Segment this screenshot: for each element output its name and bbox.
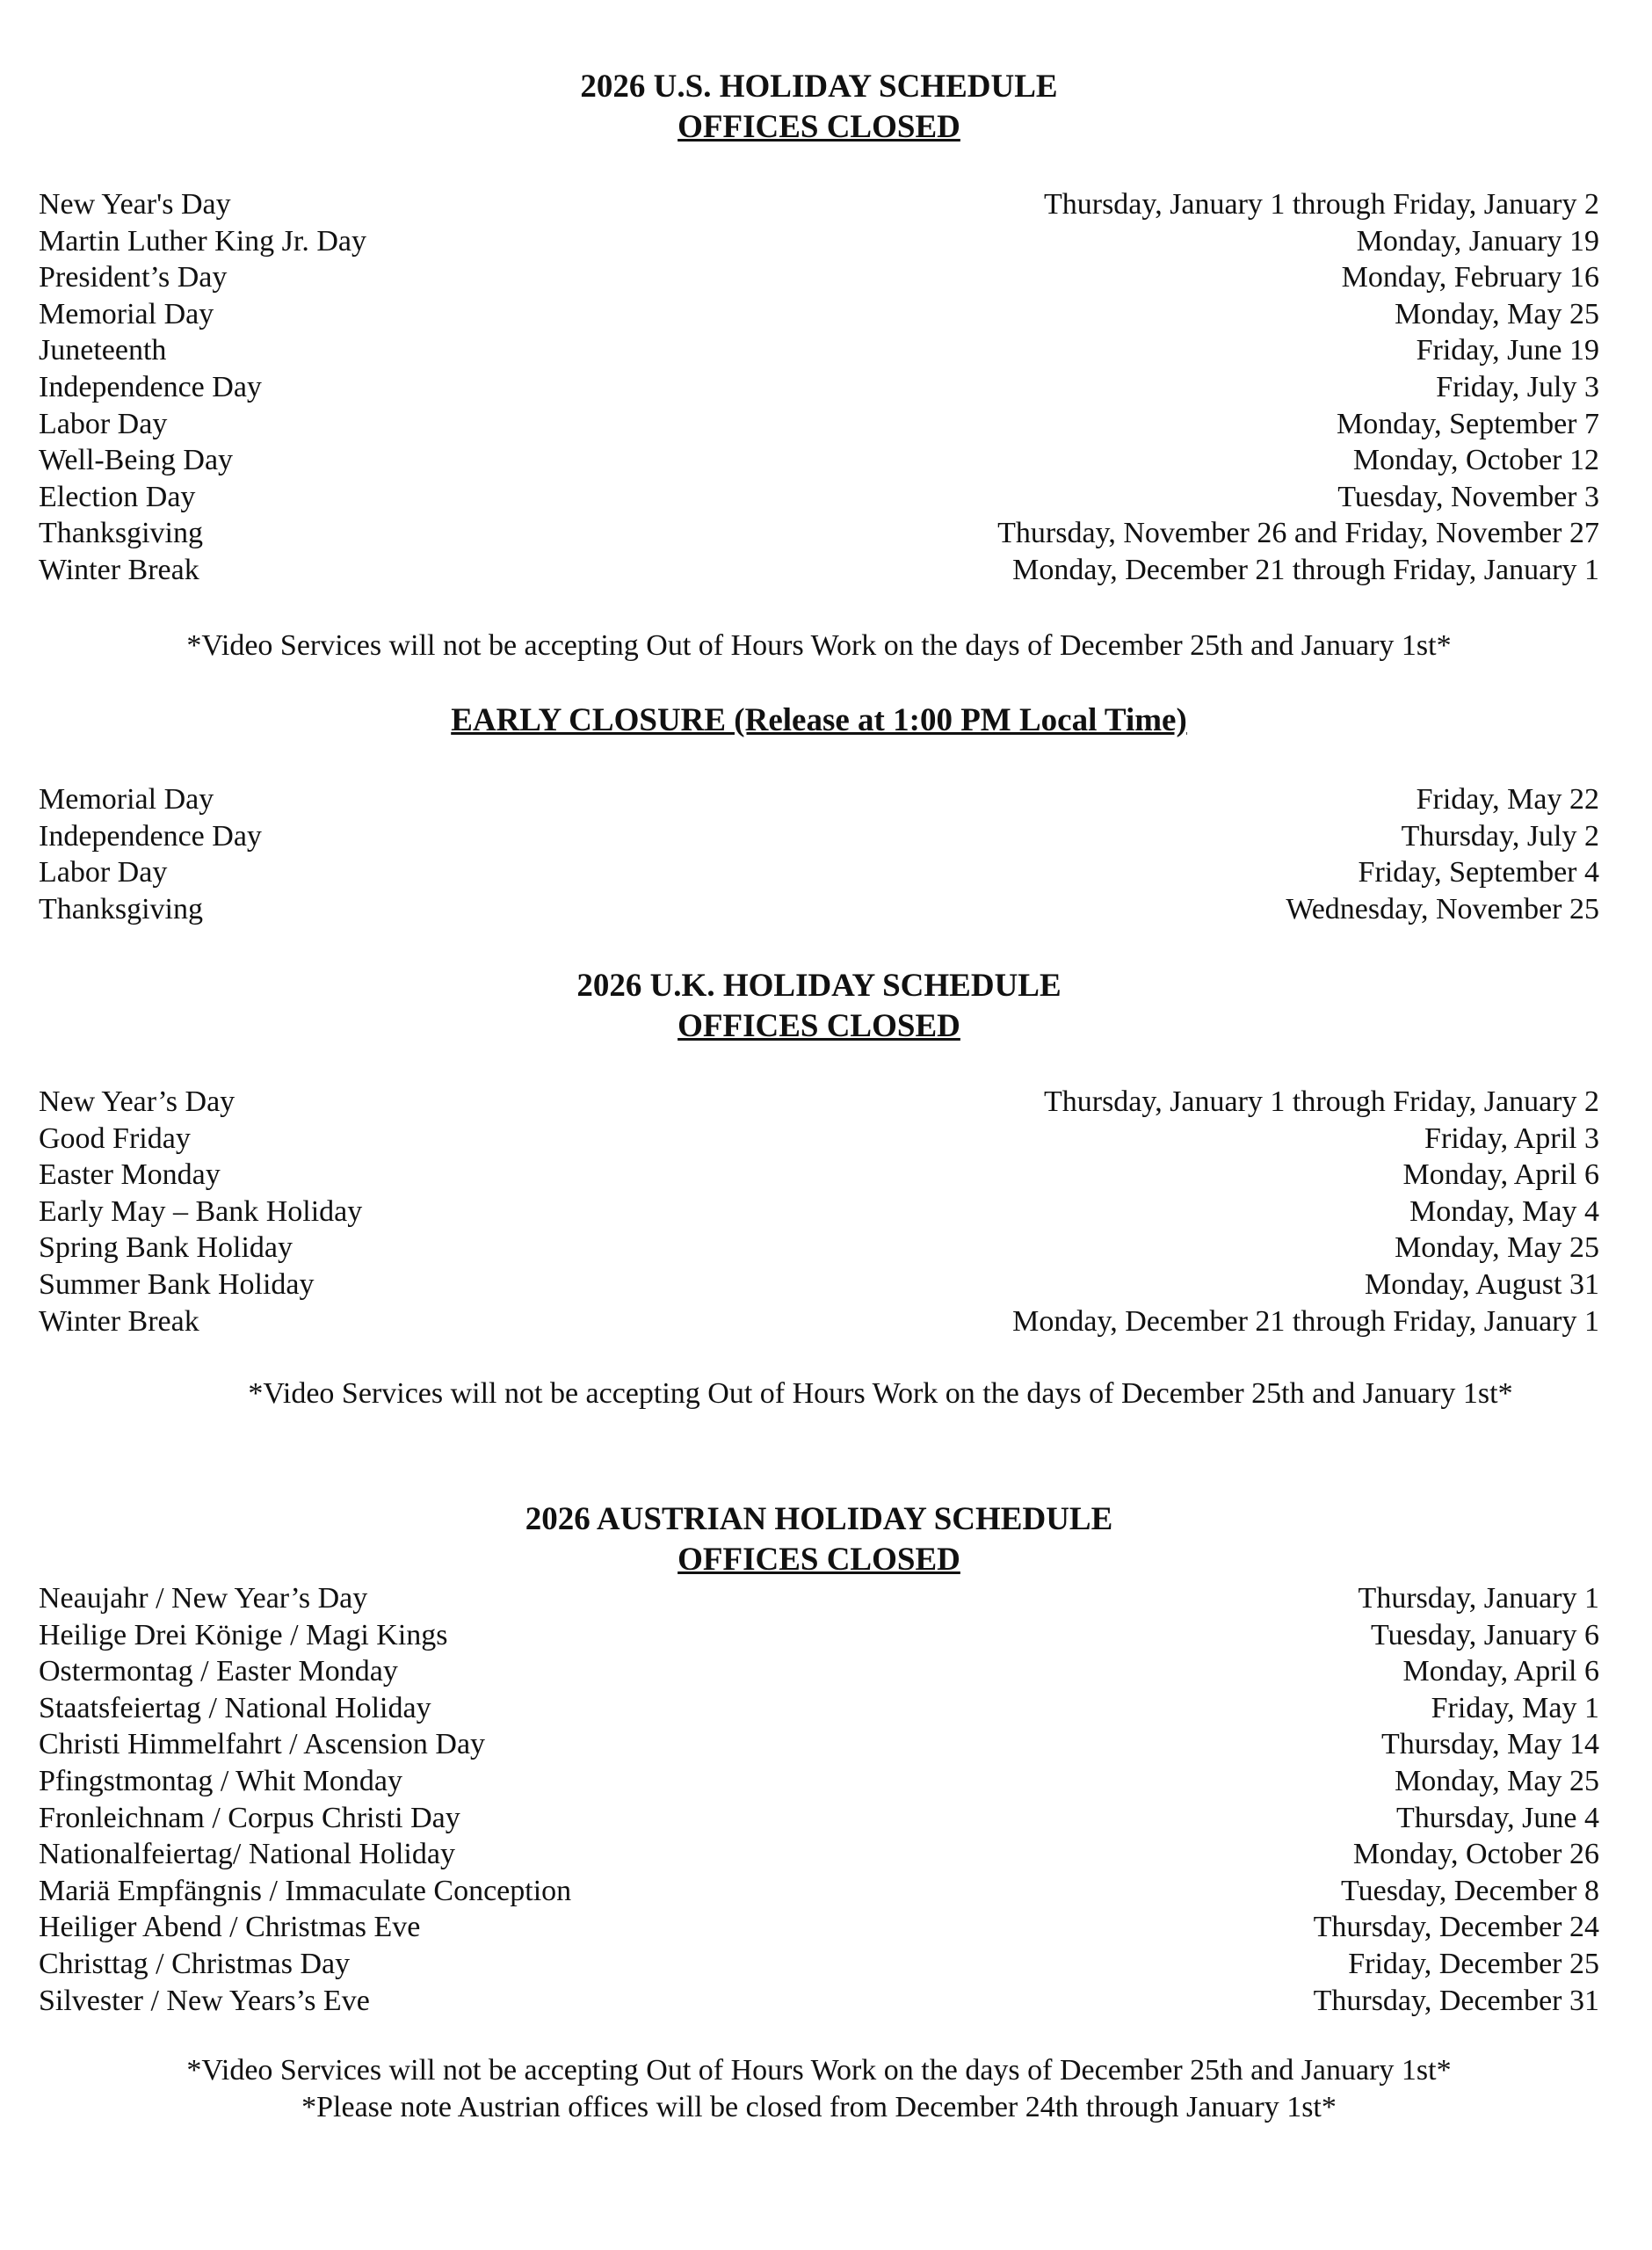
holiday-date: Monday, December 21 through Friday, January 1 (1012, 553, 1599, 586)
uk-schedule-title: 2026 U.K. HOLIDAY SCHEDULE (576, 968, 1061, 1004)
holiday-row (39, 1983, 1599, 2020)
holiday-row (39, 406, 1599, 443)
austria-holiday-list (39, 1580, 1599, 2019)
us-offices-closed-heading: OFFICES CLOSED (677, 109, 960, 145)
holiday-row (39, 1763, 1599, 1800)
holiday-row (39, 515, 1599, 552)
holiday-name: Martin Luther King Jr. Day (39, 224, 366, 258)
holiday-date: Thursday, November 26 and Friday, November 27 (997, 517, 1599, 550)
holiday-name: Neaujahr / New Year’s Day (39, 1582, 368, 1615)
uk-offices-closed-heading: OFFICES CLOSED (677, 1008, 960, 1044)
holiday-name: Good Friday (39, 1121, 191, 1155)
us-schedule-section (39, 67, 1599, 148)
austria-offices-closed-note: *Please note Austrian offices will be closed from December 24th through January 1st* (301, 2091, 1337, 2123)
holiday-date: Thursday, June 4 (1395, 1801, 1599, 1834)
holiday-date: Monday, September 7 (1336, 407, 1599, 440)
holiday-date: Friday, July 3 (1436, 370, 1599, 403)
holiday-name: Memorial Day (39, 783, 214, 816)
holiday-row (39, 1084, 1599, 1121)
holiday-row (39, 259, 1599, 296)
holiday-name: Independence Day (39, 370, 262, 403)
holiday-name: Winter Break (39, 1304, 199, 1338)
us-schedule-title: 2026 U.S. HOLIDAY SCHEDULE (580, 69, 1058, 105)
holiday-date: Monday, May 25 (1395, 1231, 1599, 1265)
holiday-name: Thanksgiving (39, 517, 203, 550)
holiday-date: Monday, May 25 (1395, 1764, 1599, 1797)
holiday-row (39, 781, 1599, 818)
us-video-services-note: *Video Services will not be accepting Out of Hours Work on the days of December 25th and January 1st* (186, 629, 1452, 662)
holiday-date: Friday, May 22 (1416, 783, 1599, 816)
holiday-name: Heiliger Abend / Christmas Eve (39, 1911, 421, 1944)
holiday-name: Labor Day (39, 407, 168, 440)
holiday-date: Friday, September 4 (1358, 856, 1599, 889)
holiday-row (39, 1267, 1599, 1303)
holiday-row (39, 442, 1599, 479)
holiday-row (39, 1909, 1599, 1946)
holiday-date: Monday, August 31 (1365, 1267, 1599, 1301)
holiday-row (39, 1690, 1599, 1727)
holiday-date: Monday, April 6 (1402, 1158, 1599, 1192)
holiday-date: Friday, April 3 (1424, 1121, 1599, 1155)
holiday-row (39, 1303, 1599, 1340)
holiday-row (39, 1873, 1599, 1910)
holiday-name: Christi Himmelfahrt / Ascension Day (39, 1728, 486, 1761)
holiday-name: Winter Break (39, 553, 199, 586)
holiday-name: Nationalfeiertag/ National Holiday (39, 1838, 455, 1871)
holiday-row (39, 332, 1599, 369)
holiday-date: Monday, May 4 (1409, 1194, 1599, 1228)
holiday-date: Monday, October 26 (1352, 1838, 1599, 1871)
holiday-row (39, 1121, 1599, 1158)
holiday-date: Thursday, January 1 (1358, 1582, 1599, 1615)
holiday-row (39, 1617, 1599, 1654)
holiday-name: Memorial Day (39, 297, 214, 330)
holiday-date: Monday, December 21 through Friday, January 1 (1012, 1304, 1599, 1338)
holiday-name: Easter Monday (39, 1158, 221, 1192)
holiday-name: Juneteenth (39, 334, 167, 367)
holiday-date: Thursday, May 14 (1380, 1728, 1599, 1761)
holiday-row (39, 479, 1599, 516)
holiday-row (39, 1230, 1599, 1267)
holiday-name: Pfingstmontag / Whit Monday (39, 1764, 402, 1797)
austria-video-services-note: *Video Services will not be accepting Out of Hours Work on the days of December 25th and January 1st* (186, 2054, 1452, 2087)
holiday-row (39, 1580, 1599, 1617)
uk-holiday-list (39, 1084, 1599, 1339)
holiday-name: Election Day (39, 480, 196, 513)
early-closure-title: EARLY CLOSURE (Release at 1:00 PM Local Time) (451, 702, 1187, 738)
holiday-date: Friday, December 25 (1348, 1947, 1599, 1980)
austria-schedule-title: 2026 AUSTRIAN HOLIDAY SCHEDULE (525, 1501, 1113, 1537)
holiday-date: Wednesday, November 25 (1286, 892, 1599, 925)
early-closure-list (39, 781, 1599, 927)
holiday-date: Tuesday, December 8 (1341, 1874, 1599, 1907)
holiday-name: Independence Day (39, 819, 262, 853)
austria-schedule-section (39, 1499, 1599, 1580)
holiday-name: President’s Day (39, 261, 228, 294)
uk-video-services-note: *Video Services will not be accepting Out of Hours Work on the days of December 25th and January 1st* (248, 1377, 1513, 1410)
holiday-row (39, 1653, 1599, 1690)
holiday-row (39, 1726, 1599, 1763)
holiday-row (39, 854, 1599, 891)
holiday-date: Thursday, December 31 (1313, 1984, 1599, 2017)
holiday-date: Friday, June 19 (1416, 334, 1599, 367)
holiday-name: Staatsfeiertag / National Holiday (39, 1691, 431, 1724)
holiday-date: Monday, January 19 (1356, 224, 1599, 258)
holiday-name: Summer Bank Holiday (39, 1267, 315, 1301)
austria-offices-closed-heading: OFFICES CLOSED (677, 1542, 960, 1578)
holiday-row (39, 296, 1599, 333)
uk-schedule-section (39, 966, 1599, 1047)
holiday-row (39, 1836, 1599, 1873)
holiday-date: Monday, May 25 (1395, 297, 1599, 330)
holiday-date: Tuesday, November 3 (1337, 480, 1599, 513)
holiday-name: Spring Bank Holiday (39, 1231, 293, 1265)
holiday-date: Thursday, January 1 through Friday, January 2 (1043, 1085, 1599, 1118)
holiday-name: Early May – Bank Holiday (39, 1194, 363, 1228)
holiday-name: New Year’s Day (39, 1085, 235, 1118)
holiday-date: Thursday, December 24 (1313, 1911, 1599, 1944)
holiday-row (39, 818, 1599, 855)
holiday-row (39, 1946, 1599, 1983)
holiday-row (39, 186, 1599, 223)
holiday-row (39, 1800, 1599, 1837)
holiday-row (39, 1194, 1599, 1230)
holiday-date: Monday, April 6 (1402, 1655, 1599, 1688)
holiday-name: Fronleichnam / Corpus Christi Day (39, 1801, 460, 1834)
holiday-name: Well-Being Day (39, 444, 234, 477)
holiday-name: Silvester / New Years’s Eve (39, 1984, 370, 2017)
early-closure-section (39, 700, 1599, 741)
holiday-row (39, 369, 1599, 406)
us-holiday-list (39, 186, 1599, 589)
holiday-row (39, 891, 1599, 928)
holiday-name: Ostermontag / Easter Monday (39, 1655, 398, 1688)
holiday-date: Friday, May 1 (1431, 1691, 1599, 1724)
holiday-date: Monday, February 16 (1341, 261, 1599, 294)
holiday-date: Tuesday, January 6 (1370, 1618, 1599, 1651)
holiday-name: Christtag / Christmas Day (39, 1947, 351, 1980)
holiday-row (39, 552, 1599, 589)
holiday-date: Thursday, July 2 (1401, 819, 1599, 853)
holiday-name: Heilige Drei Könige / Magi Kings (39, 1618, 448, 1651)
holiday-name: New Year's Day (39, 188, 231, 221)
holiday-row (39, 1157, 1599, 1194)
holiday-date: Thursday, January 1 through Friday, January 2 (1043, 188, 1599, 221)
holiday-name: Thanksgiving (39, 892, 203, 925)
holiday-name: Labor Day (39, 856, 168, 889)
holiday-name: Mariä Empfängnis / Immaculate Conception (39, 1874, 572, 1907)
holiday-row (39, 223, 1599, 260)
holiday-date: Monday, October 12 (1352, 444, 1599, 477)
